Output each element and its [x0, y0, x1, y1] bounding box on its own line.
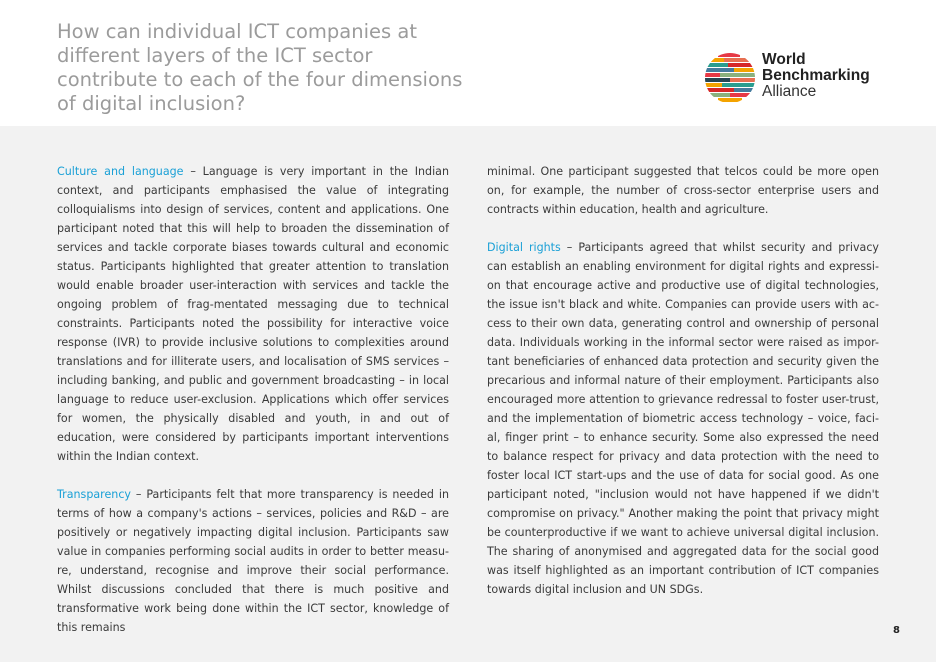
text-culture-language: – Language is very important in the Indian context, and participants emphasised the value of integrating colloquialisms into design of services, content and applications. One participant noted that this will help to broaden the dissemination of services and tackle corporate biases towards cultural and economic status. Participants highlighted that greater attention to translation would enable broader user-interaction with services and tackle the ongoing problem of frag-mentated messaging due to technical constraints. Participants noted the possibility for interactive voice response (IVR) to provide inclusive solutions to complexities around translations and for illiterate users, and localisation of SMS services – including banking, and public and government broadcasting – in local language to reduce user-exclusion. Applications which offer services for women, the physically disabled and youth, in and out of education, were considered by participants important interventions within the Indian context.: [57, 165, 449, 463]
heading-digital-rights: Digital rights: [487, 241, 561, 254]
text-digital-rights: – Participants agreed that whilst security and privacy can establish an enabling environment for digital rights and expressi-on that encourage active and productive use of digital technologies, the issue isn't black and white. Companies can provide users with ac-cess to their own data, generating control and ownership of personal data. Individuals working in the informal sector were raised as impor-tant beneficiaries of enhanced data protection and security given the precarious and informal nature of their employment. Participants also encouraged more attention to grievance redressal to foster user-trust, and the implementation of biometric access technology – voice, faci-al, finger print – to enhance security. Some also expressed the need to balance respect for privacy and data protection with the need to foster local ICT start-ups and the use of data for social good. As one participant noted, "inclusion would not have happened if we didn't compromise on privacy." Another making the point that privacy might be counterproductive if we want to achieve universal digital inclusion. The sharing of anonymised and aggregated data for the social good was itself highlighted as an important contribution of ICT companies towards digital inclusion and UN SDGs.: [487, 241, 880, 596]
logo-line-benchmarking: Benchmarking: [762, 67, 870, 84]
text-transparency: – Participants felt that more transparency is needed in terms of how a company's actions – services, policies and R&D – are positively or negatively impacting digital inclusion. Participants saw value in companies performing social audits in order to better measu-re, understand, recognise and improve their social performance. Whilst discussions concluded that there is much positive and transformative work being done within the ICT sector, knowledge of this remains: [57, 488, 449, 634]
logo-wordmark: [762, 52, 870, 100]
globe-stripes-icon: [704, 52, 756, 104]
wba-logo: [704, 50, 904, 106]
logo-line-world: World: [762, 51, 806, 68]
heading-culture-language: Culture and language: [57, 165, 184, 178]
heading-transparency: Transparency: [57, 488, 131, 501]
paragraph-transparency-continued: minimal. One participant suggested that telcos could be more open on, for example, the number of cross-sector enterprise users and contracts within education, health and agriculture.: [487, 165, 879, 216]
paragraph-culture-language: [57, 162, 449, 466]
right-column: [487, 162, 879, 618]
paragraph-transparency: [57, 485, 449, 637]
page-number: 8: [893, 625, 900, 636]
paragraph-digital-rights: [487, 238, 879, 599]
page-header: [0, 0, 936, 126]
left-column: [57, 162, 449, 656]
page-title: How can individual ICT companies at different layers of the ICT sector contribute to each of the four dimensions of digital inclusion?: [57, 20, 463, 115]
logo-line-alliance: Alliance: [762, 83, 817, 100]
